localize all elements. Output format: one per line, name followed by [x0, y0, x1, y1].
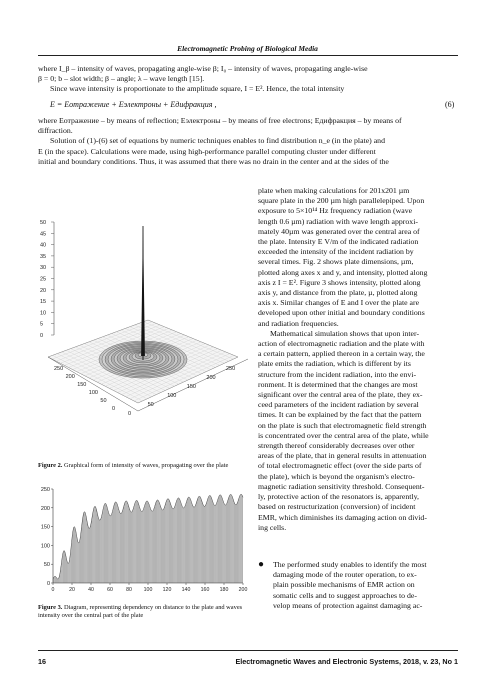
text-line: on the plate is such that electromagnetic field strength [258, 420, 427, 430]
y-tick-label: 100 [40, 543, 50, 550]
x-axis-ticks [52, 583, 248, 593]
z-tick-label: 30 [40, 265, 47, 272]
bullet-conclusion [273, 560, 458, 611]
figure-2-surface-plot [38, 210, 253, 458]
text-line: of total electromagnetic effect (over the side parts of [258, 461, 422, 471]
x-tick-label: 200 [238, 587, 248, 593]
figure-3-chart [38, 485, 253, 600]
text-line: mately 40µm was generated over the central area of [258, 226, 420, 236]
header-rule [38, 55, 458, 56]
text-line: axis x. Similar changes of E and I over the plate are [258, 298, 420, 308]
text-line: plotted along axes x and y, and intensity, plotted along [258, 267, 428, 277]
text-line: Mathematical simulation shows that upon inter- [270, 328, 420, 338]
text-line: magnetic radiation sensitivity threshold. Consequent- [258, 481, 425, 491]
x-tick-label: 80 [126, 587, 132, 593]
text-line: ronment. It is determined that the changes are most [258, 379, 418, 389]
journal-citation: Electromagnetic Waves and Electronic Systems, 2018, v. 23, No 1 [235, 657, 458, 666]
figure-2-caption [38, 462, 253, 470]
caption-text: Diagram, representing dependency on distance to the plate and waves intensity over the central part of the plate [38, 604, 243, 619]
text-line: where Eотражение – by means of reflection; Eэлектроны – by means of free electrons; Eдифракция – by means of [38, 116, 402, 125]
caption-text: Graphical form of intensity of waves, propagating over the plate [62, 462, 229, 469]
text-line: based on restructurization (conversion) of incident [258, 502, 416, 512]
body-text-top [38, 64, 458, 95]
text-line: EMR, which diminishes its damaging action on divid- [258, 512, 427, 522]
x-tick-label: 150 [77, 382, 87, 388]
x-tick-label: 250 [54, 366, 64, 372]
text-line: Since wave intensity is proportionate to the amplitude square, I = E². Hence, the total intensity [50, 84, 345, 94]
text-line: ceed parameters of the incident radiation by several [258, 400, 419, 410]
caption-label: Figure 2. [38, 462, 63, 469]
text-line: the plate), which is beyond the organism's electro- [258, 471, 415, 481]
x-tick-label: 100 [88, 390, 98, 396]
text-line: plate emits the radiation, which is different by its [258, 359, 411, 369]
text-line: significant over the central area of the plate, they ex- [258, 390, 423, 400]
x-tick-label: 50 [100, 398, 107, 404]
figure-3-caption [38, 604, 253, 620]
text-line: plain possible mechanisms of EMR action on [273, 580, 415, 590]
z-tick-label: 10 [40, 310, 47, 317]
text-line: exceeded the intensity of the incident radiation by [258, 247, 414, 257]
x-tick-label: 0 [112, 406, 116, 412]
text-line: strength thereof considerably decreases over other [258, 441, 415, 451]
x-tick-label: 160 [200, 587, 210, 593]
y-tick-label: 100 [167, 393, 177, 399]
text-line: structure from the incident radiation, into the envi- [258, 369, 417, 379]
z-tick-label: 20 [40, 287, 47, 294]
text-line: E (in the space). Calculations were made, using high-performance parallel computing cluster under different [38, 146, 376, 156]
chart-area [53, 494, 243, 583]
x-tick-label: 180 [219, 587, 229, 593]
text-line: developed upon other initial and boundary conditions [258, 308, 425, 318]
text-line: ing cells. [258, 522, 287, 532]
text-line: is concentrated over the central area of the plate, while [258, 430, 429, 440]
y-tick-label: 0 [46, 581, 50, 587]
y-tick-label: 150 [186, 384, 196, 390]
z-tick-label: 40 [40, 242, 47, 249]
y-tick-label: 50 [43, 562, 50, 569]
text-line: square plate in the 200 µm high parallelepiped. Upon [258, 196, 425, 206]
y-tick-label: 150 [40, 524, 50, 531]
x-tick-label: 20 [69, 587, 75, 593]
y-tick-label: 200 [40, 505, 50, 512]
z-tick-label: 45 [40, 231, 47, 238]
x-tick-label: 120 [162, 587, 172, 593]
x-tick-label: 0 [51, 587, 55, 593]
caption-label: Figure 3. [38, 604, 63, 611]
equation-6: E = Eотражение + Eэлектроны + Eдифракция , [50, 100, 217, 109]
text-line: velop means of protection against damaging ac- [273, 600, 423, 610]
y-tick-label: 50 [147, 402, 154, 408]
z-tick-label: 35 [40, 253, 47, 260]
y-tick-label: 250 [226, 366, 236, 372]
paragraph-simulation [258, 329, 458, 533]
text-line: times. It can be explained by the fact that the pattern [258, 410, 422, 420]
text-line: Solution of (1)-(6) set of equations by numeric techniques enables to find distribution n_e (in the plate) and [50, 136, 385, 146]
y-axis-ticks [41, 487, 53, 587]
text-line: several times. Fig. 2 shows plate dimensions, µm, [258, 257, 414, 267]
x-tick-label: 60 [107, 587, 113, 593]
x-tick-label: 200 [65, 374, 75, 380]
z-tick-label: 15 [40, 299, 47, 306]
z-tick-label: 5 [40, 321, 44, 328]
text-line: ly, protective action of the resonators is, apparently, [258, 492, 419, 502]
text-line: somatic cells and to suggest approaches to de- [273, 590, 417, 600]
text-line: exposure to 5×10¹⁴ Hz frequency radiation (wave [258, 206, 413, 216]
text-line: where I_β – intensity of waves, propagating angle-wise β; I₀ – intensity of waves, propagating angle-wise [38, 64, 368, 73]
text-line: and radiation frequencies. [258, 318, 339, 328]
footer-rule [38, 650, 458, 651]
z-axis-ticks [40, 220, 54, 339]
text-line: axis y, and distance from the plate, µ, plotted along [258, 288, 418, 298]
x-tick-label: 100 [143, 587, 153, 593]
text-line: the plate. Intensity E V/m of the indicated radiation [258, 237, 419, 247]
y-tick-label: 200 [206, 375, 216, 381]
text-line: action of electromagnetic radiation and the plate with [258, 339, 425, 349]
text-line: damaging mode of the router operation, to ex- [273, 570, 417, 580]
x-tick-label: 140 [181, 587, 191, 593]
right-column [258, 186, 458, 533]
text-line: axis z I = E². Figure 3 shows intensity, plotted along [258, 277, 421, 287]
x-tick-label: 40 [88, 587, 94, 593]
y-tick-label: 250 [40, 487, 50, 493]
text-line: plate when making calculations for 201x201 µm [258, 186, 410, 195]
paragraph-results [258, 186, 458, 329]
text-line: length 0.6 µm) radiation with wave length approxi- [258, 216, 418, 226]
text-line: diffraction. [38, 126, 73, 136]
z-tick-label: 50 [40, 220, 47, 226]
y-tick-label: 0 [128, 411, 132, 417]
text-line: a certain pattern, applied thereon in a certain way, the [258, 349, 425, 359]
page-number: 16 [38, 657, 46, 666]
z-tick-label: 0 [40, 333, 44, 339]
bullet-marker: ● [258, 559, 265, 570]
text-line: areas of the plate, that in general results in attenuation [258, 451, 427, 461]
text-line: The performed study enables to identify the most [273, 560, 427, 569]
text-line: initial and boundary conditions. Thus, it was assumed that there was no drain in the center and at the sides of the [38, 156, 389, 166]
equation-number: (6) [445, 100, 455, 109]
body-text-middle [38, 116, 458, 167]
text-line: β = 0; b – slot width; β – angle; λ – wave length [15]. [38, 74, 205, 84]
running-header: Electromagnetic Probing of Biological Media [177, 44, 318, 53]
z-tick-label: 25 [40, 276, 47, 283]
